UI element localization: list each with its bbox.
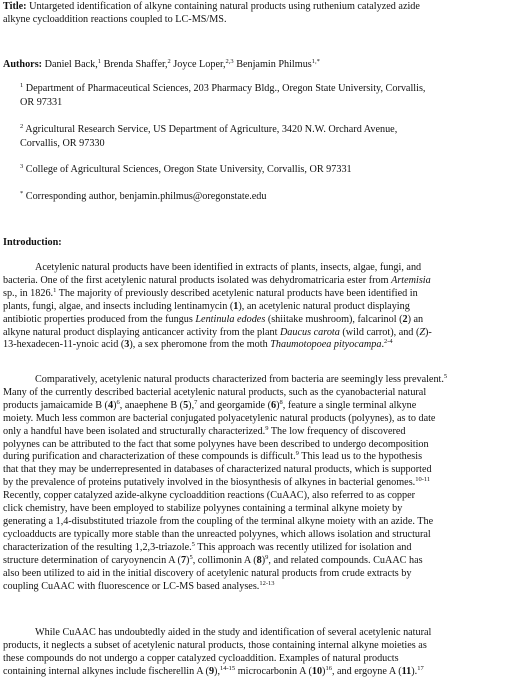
text-line (3, 666, 515, 679)
text-run: This lead us to the hypothesis (298, 451, 423, 463)
text-run: sp., in 1826. (3, 287, 54, 299)
text-run: that that they may be underrepresented in databases of characterized natural products, which is supported (3, 464, 432, 476)
text-run: The majority of previously described acetylenic natural products have been identified in (56, 287, 418, 299)
text-line (3, 503, 515, 516)
title-text: Untargeted identification of alkyne containing natural products using ruthenium catalyzed azide (26, 1, 420, 12)
text-line (3, 477, 515, 490)
text-run: ) (322, 665, 326, 677)
text-run: ) (113, 399, 117, 411)
text-line (3, 439, 515, 452)
compound-number: 9 (208, 665, 215, 677)
affiliation-corresponding (20, 190, 267, 204)
text-run: (shiitake mushroom), falcarinol ( (265, 313, 403, 325)
text-run: The low frequency of discovered (268, 425, 406, 437)
affiliation-1 (20, 82, 425, 110)
text-line (3, 374, 515, 387)
citation: 16 (325, 664, 332, 672)
text-run: This approach was recently utilized for isolation and (194, 541, 412, 553)
text-line (3, 262, 515, 275)
text-run: , anaephene B ( (119, 399, 184, 411)
affiliation-mark: 1 (20, 82, 24, 89)
compound-number: 2 (402, 313, 408, 325)
affiliation-text: College of Agricultural Sciences, Oregon State University, Corvallis, OR 97331 (25, 164, 352, 175)
text-run: microcarbonin A ( (235, 665, 312, 677)
text-run: these compounds do not undergo a copper catalyzed cycloaddition. Examples of natural products (3, 652, 399, 664)
species-name: Daucus carota (279, 326, 340, 338)
text-line (3, 627, 515, 640)
author-name: Brenda Shaffer, (103, 59, 168, 70)
text-run: Recently, copper catalyzed azide-alkyne cycloaddition reactions (CuAAC), also referred to as copper (3, 490, 416, 502)
affiliation-2 (20, 123, 397, 151)
intro-paragraph-1 (3, 262, 515, 352)
text-run: ) (186, 554, 190, 566)
species-name: Lentinula edodes (195, 313, 266, 325)
text-run: ) (276, 399, 280, 411)
text-run: ), (214, 665, 220, 677)
text-line (3, 339, 515, 352)
text-run: alkyne natural product displaying anticancer activity from the plant (3, 326, 280, 338)
text-run: ). (411, 665, 418, 677)
text-run: . (381, 339, 384, 351)
text-line (3, 301, 515, 314)
text-run: 13-hexadecen-11-ynoic acid ( (3, 339, 125, 351)
text-run: plants, fungi, algae, and insects including lentinamycin ( (3, 300, 234, 312)
affiliation-text: Corvallis, OR 97330 (20, 138, 105, 149)
author-name: Daniel Back, (44, 59, 98, 70)
intro-paragraph-3 (3, 627, 515, 679)
text-line (3, 327, 515, 340)
text-line (3, 490, 515, 503)
text-run: moiety. Much less common are bacterial conjugated polyacetylenic natural products (polyynes), as to date (3, 412, 436, 424)
affiliation-mark: * (20, 190, 24, 197)
intro-paragraph-2 (3, 374, 515, 593)
citation: 5 (191, 540, 195, 548)
text-run: antibiotic properties produced from the fungus (3, 313, 196, 325)
text-run: cycloadducts are typically more stable than the unreacted polyynes, which allows isolation and structural (3, 528, 431, 540)
text-run: , and related compounds. CuAAC has (268, 554, 423, 566)
text-run: click chemistry, have been employed to stabilize polyynes containing a terminal alkyne moiety by (3, 503, 403, 515)
text-line (3, 581, 515, 594)
text-run: Many of the currently described bacterial acetylenic natural products, such as the cyanobacterial natural (3, 386, 427, 398)
text-line (3, 314, 515, 327)
text-run: ), (188, 399, 195, 411)
text-run: While CuAAC has undoubtedly aided in the study and identification of several acetylenic natural (35, 627, 432, 638)
text-run: )- (425, 326, 432, 338)
citation: 17 (417, 664, 424, 672)
text-line (3, 555, 515, 568)
text-run: (wild carrot), and ( (339, 326, 420, 338)
citation: 6 (116, 398, 120, 406)
text-run: also been utilized to aid in the initial discovery of acetylenic natural products from crude extracts by (3, 567, 412, 579)
text-run: during purification and characterization of these compounds is difficult. (3, 451, 296, 463)
author-affiliation-mark: 1,* (311, 58, 320, 65)
text-run: , and ergoyne A ( (331, 665, 402, 677)
text-run: only a handful have been isolated and structurally characterized. (3, 425, 266, 437)
citation: 2-4 (383, 338, 393, 346)
text-run: , feature a single terminal alkyne (282, 399, 417, 411)
compound-number: 1 (233, 300, 239, 312)
text-run: coupling CuAAC with fluorescence or LC-MS based analyses. (3, 580, 260, 592)
compound-number: 5 (183, 399, 189, 411)
stereo-descriptor: Z (419, 326, 426, 338)
introduction-heading (3, 236, 62, 249)
author-affiliation-mark: 2,3 (225, 58, 234, 65)
author-affiliation-mark: 1 (97, 58, 102, 65)
citation: 7 (194, 398, 198, 406)
text-line (3, 653, 515, 666)
affiliation-mark: 3 (20, 163, 24, 170)
citation: 10-11 (415, 476, 431, 484)
text-line (3, 275, 515, 288)
text-run: bacteria. One of the first acetylenic natural products isolated was dehydromatricaria ester from (3, 274, 392, 286)
text-run: products jamaicamide B ( (3, 399, 108, 411)
text-line (3, 640, 515, 653)
text-run: Comparatively, acetylenic natural products characterized from bacteria are seemingly less prevalent. (35, 374, 444, 385)
text-run: ) (261, 554, 266, 566)
species-name: Artemisia (391, 274, 431, 286)
citation: 9 (265, 553, 269, 561)
author-name: Benjamin Philmus (236, 59, 312, 70)
citation: 8 (279, 398, 283, 406)
authors-line (3, 58, 320, 71)
text-line (3, 288, 515, 301)
compound-number: 3 (124, 339, 130, 351)
text-run: , collimonin A ( (192, 554, 257, 566)
text-run: containing internal alkynes include fischerellin A ( (3, 665, 209, 677)
text-line (3, 529, 515, 542)
text-run: ), a sex pheromone from the moth (129, 339, 271, 351)
text-run: ) an (407, 313, 424, 325)
title-label: Title: (3, 1, 27, 12)
author-affiliation-mark: 2 (167, 58, 171, 65)
title-line-2: alkyne cycloaddition reactions coupled to LC-MS/MS. (3, 14, 227, 25)
affiliation-text: Corresponding author, benjamin.philmus@oregonstate.edu (25, 191, 267, 202)
citation: 14-15 (220, 664, 236, 672)
authors-label: Authors: (3, 59, 43, 70)
citation: 5 (189, 553, 193, 561)
affiliation-text: OR 97331 (20, 97, 63, 108)
compound-number: 4 (107, 399, 114, 411)
species-name: Thaumotopoea pityocampa (270, 339, 382, 351)
affiliation-text: Agricultural Research Service, US Department of Agriculture, 3420 N.W. Orchard Avenue, (25, 124, 398, 135)
citation: 5 (443, 373, 448, 380)
citation: 9 (265, 424, 269, 432)
introduction-heading-text: Introduction: (3, 237, 62, 248)
text-line (3, 413, 515, 426)
compound-number: 8 (256, 554, 262, 566)
text-run: generating a 1,4-disubstituted triazole from the coupling of the terminal alkyne moiety with an azide. The (3, 515, 434, 527)
citation: 12-13 (259, 579, 275, 587)
text-line (3, 464, 515, 477)
text-line (3, 426, 515, 439)
title-line-1 (3, 0, 420, 13)
text-run: structure determination of caryoynencin A ( (3, 554, 181, 566)
compound-number: 6 (271, 399, 277, 411)
text-line (3, 400, 515, 413)
text-run: characterization of the resulting 1,2,3-triazole. (3, 541, 192, 553)
author-name: Joyce Loper, (173, 59, 226, 70)
text-run: by the prevalence of proteins putatively involved in the biosynthesis of alkynes in bacterial genomes. (3, 477, 416, 489)
compound-number: 10 (311, 665, 323, 677)
text-line (3, 387, 515, 400)
text-run: ), an acetylenic natural product displaying (238, 300, 410, 312)
text-run: products, it neglects a subset of acetylenic natural products, those containing internal alkyne moieties as (3, 639, 427, 651)
text-line (3, 542, 515, 555)
affiliation-mark: 2 (20, 123, 24, 130)
text-run: polyynes can be attributed to the fact that some polyynes have been described to undergo decomposition (3, 438, 429, 450)
text-run: Acetylenic natural products have been identified in extracts of plants, insects, algae, fungi, and (35, 262, 422, 273)
compound-number: 7 (180, 554, 187, 566)
affiliation-text: Department of Pharmaceutical Sciences, 203 Pharmacy Bldg., Oregon State University, Corvallis, (25, 83, 426, 94)
text-run: and georgamide ( (197, 399, 272, 411)
citation: 1 (53, 286, 57, 294)
affiliation-3 (20, 163, 352, 177)
citation: 9 (295, 450, 299, 458)
text-line (3, 451, 515, 464)
compound-number: 11 (401, 665, 412, 677)
text-line (3, 516, 515, 529)
